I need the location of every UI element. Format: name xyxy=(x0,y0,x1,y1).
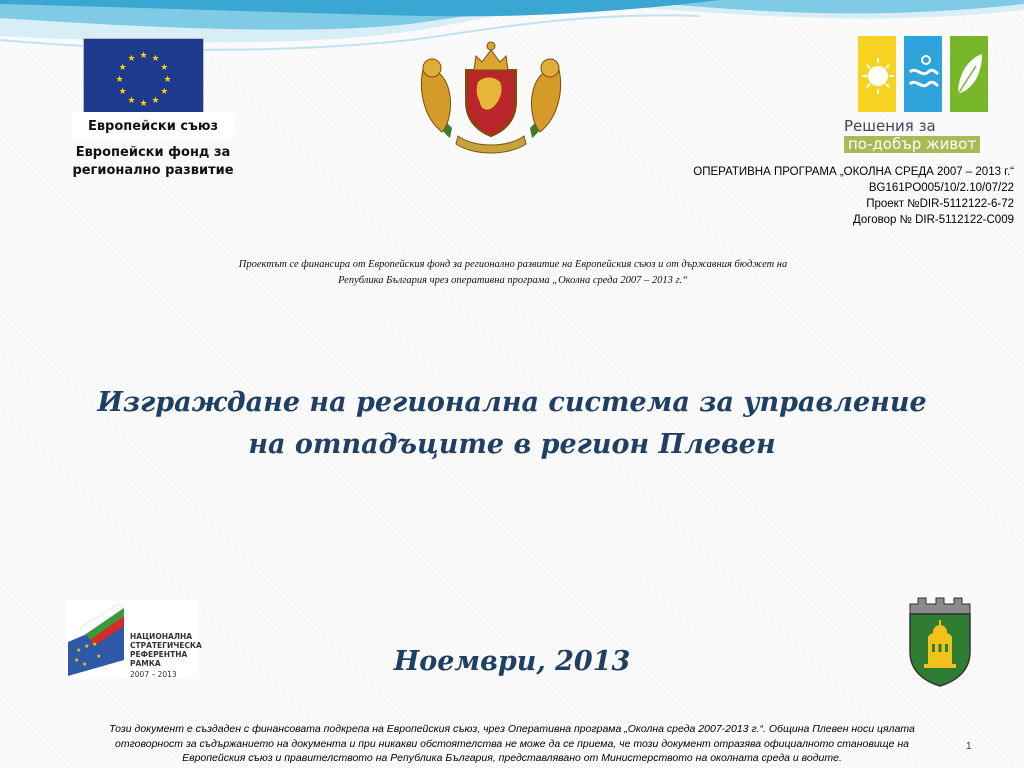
svg-text:★: ★ xyxy=(139,51,148,61)
pleven-coat-of-arms-icon xyxy=(906,594,974,688)
eu-union-label: Европейски съюз xyxy=(72,112,234,140)
footer-disclaimer xyxy=(52,722,972,766)
leaf-tile-icon xyxy=(950,36,988,112)
nsrf-line2: СТРАТЕГИЧЕСКА xyxy=(130,641,202,650)
svg-text:★: ★ xyxy=(151,95,160,106)
nsrf-logo xyxy=(66,600,202,679)
svg-text:★: ★ xyxy=(84,643,90,650)
svg-text:★: ★ xyxy=(74,657,80,664)
water-tile-icon xyxy=(904,36,942,112)
svg-text:★: ★ xyxy=(163,75,172,85)
funding-statement xyxy=(100,257,926,289)
better-life-logo-text xyxy=(844,118,994,153)
nsrf-line1: НАЦИОНАЛНА xyxy=(130,632,193,641)
title-line-2: на отпадъците в регион Плевен xyxy=(248,429,776,460)
program-name: ОПЕРАТИВНА ПРОГРАМА „ОКОЛНА СРЕДА 2007 – 2013 г.“ xyxy=(693,166,1014,178)
svg-text:★: ★ xyxy=(151,54,160,65)
footer-line-2: отговорност за съдържанието на документа и при никакви обстоятелства не може да се приема, че този документ отразява официалното становище на xyxy=(115,737,909,750)
logo-line2: по-добър живот xyxy=(844,136,980,153)
nsrf-years: 2007 – 2013 xyxy=(130,670,177,679)
funding-line-2: Република България чрез оперативна програма „Околна среда 2007 – 2013 г.“ xyxy=(338,275,688,286)
eu-flag-icon xyxy=(83,38,204,116)
nsrf-text xyxy=(130,632,200,679)
svg-text:★: ★ xyxy=(127,54,136,65)
svg-text:★: ★ xyxy=(76,647,82,654)
svg-text:★: ★ xyxy=(160,63,169,73)
svg-text:★: ★ xyxy=(160,87,169,97)
eu-fund-label: Европейски фонд за регионално развитие xyxy=(72,145,234,178)
contract-number: Договор № DIR-5112122-C009 xyxy=(852,214,1014,226)
better-life-logo xyxy=(844,36,992,158)
footer-line-3: Европейския съюз и правителството на Република България, представлявано от Министерството на околната среда и водите. xyxy=(182,752,842,764)
svg-text:★: ★ xyxy=(127,95,136,106)
page-number: 1 xyxy=(966,741,972,752)
sun-tile-icon xyxy=(858,36,896,112)
svg-text:★: ★ xyxy=(92,641,98,648)
footer-line-1: Този документ е създаден с финансовата подкрепа на Европейския съюз, чрез Оперативна програма „Околна среда 2007-2013 г.“. Община Плевен носи цялата xyxy=(109,723,915,735)
svg-text:★: ★ xyxy=(82,661,88,668)
svg-text:★: ★ xyxy=(115,75,124,85)
presentation-date: Ноември, 2013 xyxy=(393,646,631,677)
svg-text:★: ★ xyxy=(118,87,127,97)
project-number: Проект №DIR-5112122-6-72 xyxy=(866,198,1014,210)
logo-line1: Решения за xyxy=(844,117,936,135)
bulgaria-coat-of-arms-icon xyxy=(414,36,568,158)
title-line-1: Изграждане на регионална система за управление xyxy=(97,387,927,418)
funding-line-1: Проектът се финансира от Европейския фонд за регионално развитие на Европейския съюз и от държавния бюджет на xyxy=(238,259,788,270)
program-code: BG161PO005/10/2.10/07/22 xyxy=(868,182,1014,194)
svg-text:★: ★ xyxy=(139,99,148,109)
eu-fund-label-block xyxy=(72,112,234,180)
nsrf-line3: РЕФЕРЕНТНА РАМКА xyxy=(130,650,188,668)
svg-text:★: ★ xyxy=(96,653,102,660)
program-info-block xyxy=(693,164,1014,228)
slide-title xyxy=(40,382,984,466)
svg-text:★: ★ xyxy=(118,63,127,73)
